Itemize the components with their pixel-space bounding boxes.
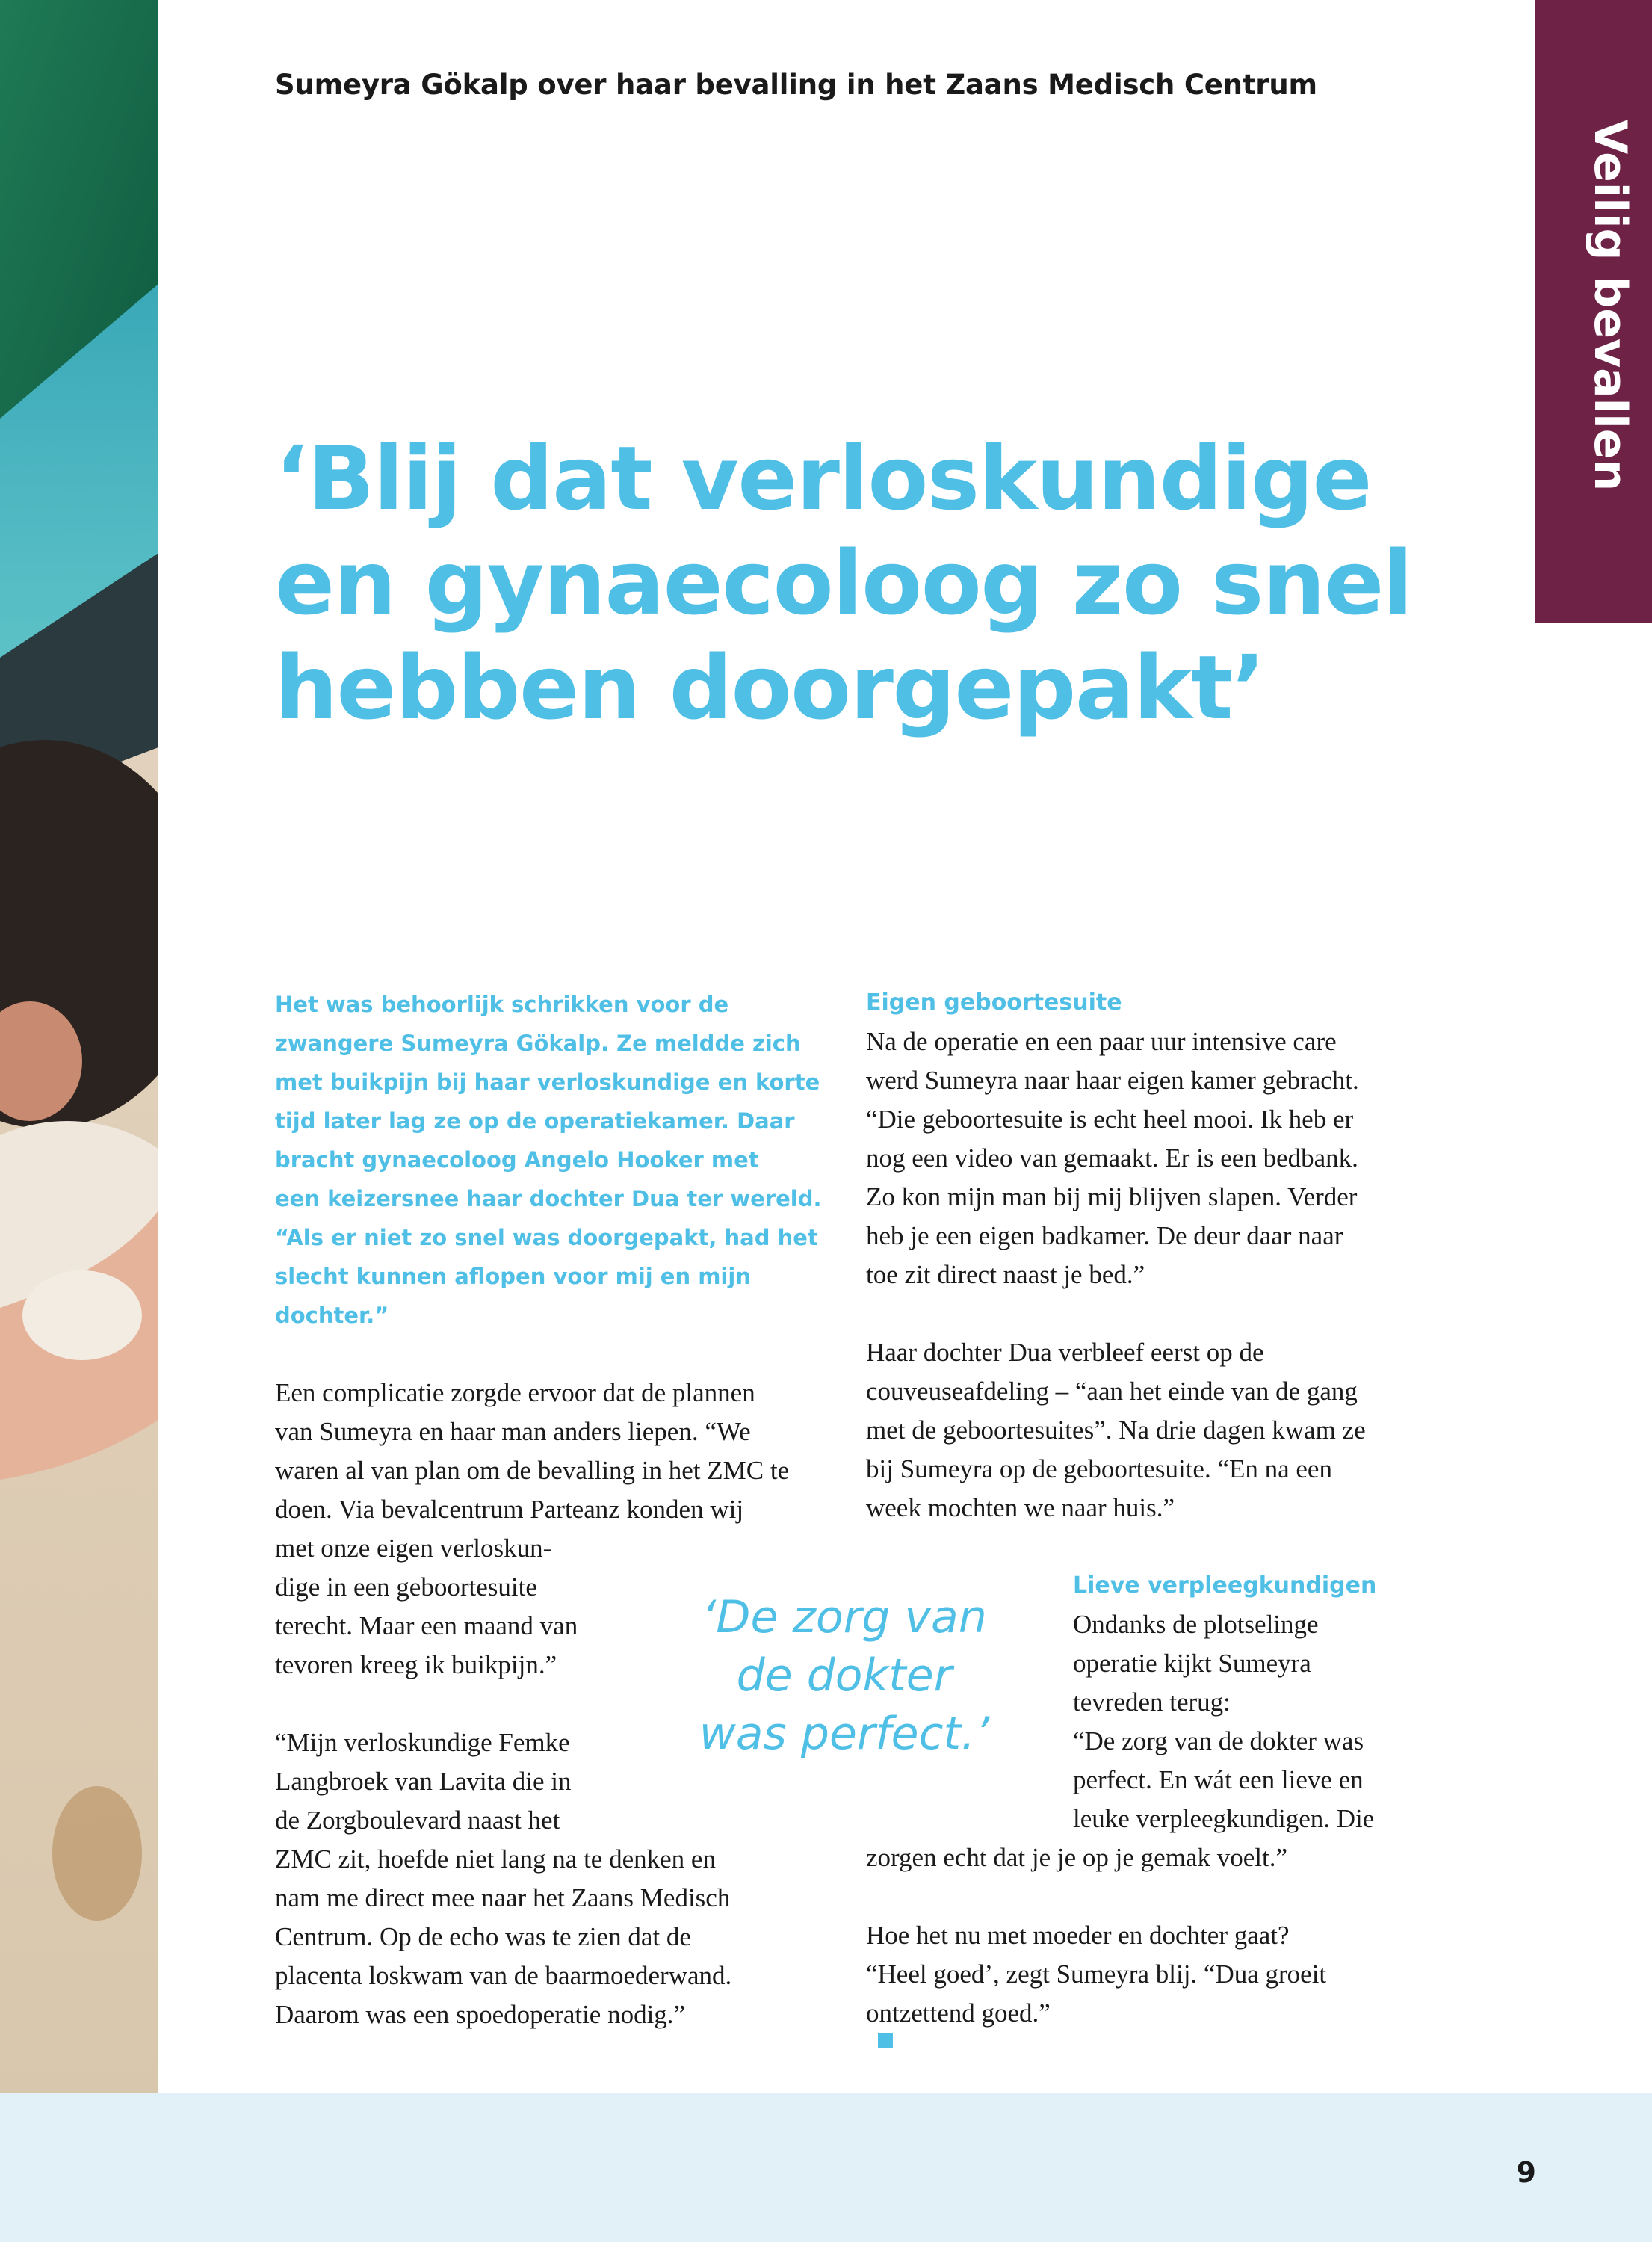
baby-photo-image [0,0,158,2093]
intro-line: bracht gynaecoloog Angelo Hooker met [275,1147,759,1173]
headline-line: ‘Blij dat verloskundige [275,427,1372,530]
text-line: “Mijn verloskundige Femke [275,1728,570,1757]
text-line: Langbroek van Lavita die in [275,1767,572,1796]
text-line: leuke verpleegkundigen. Die [1073,1804,1375,1833]
intro-line: dochter.” [275,1303,389,1328]
pull-quote-line: ‘De zorg van [702,1591,987,1643]
text-line: bij Sumeyra op de geboortesuite. “En na een [866,1454,1332,1483]
text-line: zorgen echt dat je je op je gemak voelt.” [866,1843,1287,1872]
intro-paragraph [275,985,843,1335]
text-line: couveuseafdeling – “aan het einde van de gang [866,1377,1358,1406]
pull-quote-line: was perfect.’ [699,1708,990,1760]
text-line: tevoren kreeg ik buikpijn.” [275,1650,557,1679]
right-paragraph-2 [866,1333,1366,1528]
right-paragraph-4 [866,1916,1326,2048]
section-tab-label: Veilig bevallen [1584,120,1636,492]
text-line: met de geboortesuites”. Na drie dagen kwam ze [866,1415,1366,1445]
intro-line: met buikpijn bij haar verloskundige en korte [275,1069,820,1095]
text-line: nog een video van gemaakt. Er is een bedbank. [866,1143,1358,1173]
headline [275,426,1508,740]
text-line: “Heel goed’, zegt Sumeyra blij. “Dua groeit [866,1960,1327,1989]
text-line: van Sumeyra en haar man anders liepen. “We [275,1417,751,1446]
text-line: Haar dochter Dua verbleef eerst op de [866,1338,1264,1367]
text-line: tevreden terug: [1073,1687,1231,1717]
text-line: “De zorg van de dokter was [1073,1726,1364,1755]
baby-photo [0,0,158,2093]
subhead-lieve-verpleegkundigen: Lieve verpleegkundigen [1073,1572,1377,1599]
text-line: “Die geboortesuite is echt heel mooi. Ik heb er [866,1105,1354,1134]
text-line: waren al van plan om de bevalling in het ZMC te [275,1456,790,1485]
text-line: nam me direct mee naar het Zaans Medisch [275,1883,731,1912]
page-number: 9 [1516,2156,1536,2189]
text-line: ontzettend goed.” [866,1998,1051,2028]
subhead-eigen-geboortesuite: Eigen geboortesuite [866,989,1122,1016]
end-mark-square [878,2033,893,2048]
intro-line: tijd later lag ze op de operatiekamer. Daar [275,1108,795,1134]
footer-band [0,2093,1652,2242]
text-line: Centrum. Op de echo was te zien dat de [275,1922,691,1951]
text-line: Hoe het nu met moeder en dochter gaat? [866,1921,1290,1950]
text-line: Zo kon mijn man bij mij blijven slapen. Verder [866,1182,1358,1211]
intro-line: Het was behoorlijk schrikken voor de [275,992,729,1017]
text-line: operatie kijkt Sumeyra [1073,1649,1311,1678]
text-line: Na de operatie en een paar uur intensive care [866,1027,1337,1056]
text-line: de Zorgboulevard naast het [275,1806,560,1835]
text-line: ZMC zit, hoefde niet lang na te denken en [275,1844,716,1874]
text-line: perfect. En wát een lieve en [1073,1765,1364,1794]
intro-line: “Als er niet zo snel was doorgepakt, had het [275,1225,818,1250]
text-line: Een complicatie zorgde ervoor dat de plannen [275,1378,755,1407]
intro-line: slecht kunnen aflopen voor mij en mijn [275,1264,751,1289]
right-paragraph-1 [866,1022,1359,1294]
text-line: placenta loskwam van de baarmoederwand. [275,1961,732,1990]
pull-quote-line: de dokter [736,1649,953,1702]
headline-line: en gynaecoloog zo snel [275,531,1412,634]
headline-line: hebben doorgepakt’ [275,636,1265,739]
text-line: Daarom was een spoedoperatie nodig.” [275,2000,686,2029]
left-paragraph-2 [275,1723,731,2034]
text-line-with-end-mark [866,1994,1326,2048]
text-line: werd Sumeyra naar haar eigen kamer gebracht. [866,1066,1359,1095]
section-tab [1535,0,1652,623]
text-line: terecht. Maar een maand van [275,1611,578,1640]
text-line: Ondanks de plotselinge [1073,1610,1319,1639]
text-line: heb je een eigen badkamer. De deur daar naar [866,1221,1343,1250]
intro-line: een keizersnee haar dochter Dua ter wereld. [275,1186,822,1211]
pull-quote [672,1588,1016,1763]
text-line: doen. Via bevalcentrum Parteanz konden wij [275,1495,744,1524]
text-line: dige in een geboortesuite [275,1572,537,1602]
right-paragraph-3-end [866,1838,1287,1877]
intro-line: zwangere Sumeyra Gökalp. Ze meldde zich [275,1031,801,1056]
text-line: toe zit direct naast je bed.” [866,1260,1145,1289]
kicker: Sumeyra Gökalp over haar bevalling in het Zaans Medisch Centrum [275,69,1317,101]
text-line: met onze eigen verloskun- [275,1534,552,1563]
text-line: week mochten we naar huis.” [866,1493,1175,1522]
right-paragraph-3 [1073,1605,1374,1838]
